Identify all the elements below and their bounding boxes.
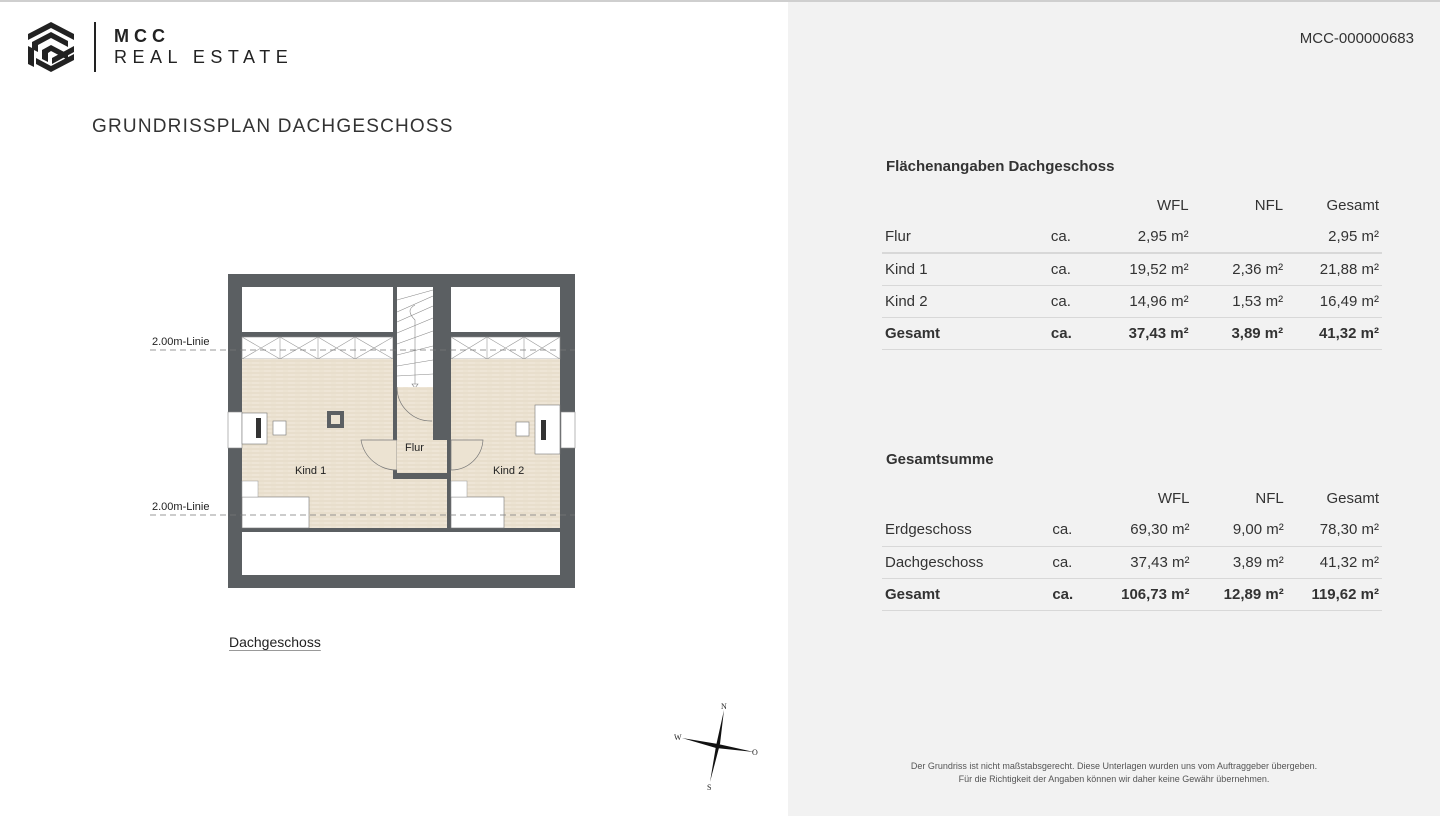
logo-divider <box>94 22 96 72</box>
table-total-row <box>882 578 1382 610</box>
mcc-logo-icon <box>28 22 74 72</box>
brand-logo <box>28 22 293 72</box>
row-name: Dachgeschoss <box>882 546 1049 578</box>
area-info-panel <box>788 2 1440 816</box>
column-header-nfl: NFL <box>1255 489 1284 507</box>
column-header-nfl: NFL <box>1254 196 1284 214</box>
section-title: Gesamtsumme <box>886 451 994 468</box>
disclaimer <box>788 760 1440 786</box>
column-header-wfl: WFL <box>1157 489 1190 507</box>
total-nfl: 12,89 m² <box>1193 578 1287 610</box>
floorplan-caption: Dachgeschoss <box>229 634 321 650</box>
svg-text:W: W <box>674 733 682 742</box>
column-header-gesamt: Gesamt <box>1326 489 1379 507</box>
row-name: Kind 1 <box>882 253 1048 285</box>
total-nfl: 3,89 m² <box>1192 317 1287 349</box>
row-nfl <box>1192 221 1287 253</box>
section-title: Flächenangaben Dachgeschoss <box>886 158 1115 175</box>
room-label-kind-1: Kind 1 <box>295 465 327 477</box>
table-header-row <box>882 189 1382 221</box>
table-row <box>882 285 1382 317</box>
row-approx: ca. <box>1049 546 1088 578</box>
column-header-wfl: WFL <box>1156 196 1189 214</box>
areas-dachgeschoss-table <box>882 189 1382 350</box>
total-approx: ca. <box>1048 317 1087 349</box>
column-header-gesamt: Gesamt <box>1326 196 1379 214</box>
svg-text:N: N <box>721 702 727 711</box>
row-approx: ca. <box>1049 514 1088 546</box>
total-name: Gesamt <box>882 317 1048 349</box>
row-nfl: 9,00 m² <box>1193 514 1287 546</box>
total-name: Gesamt <box>882 578 1049 610</box>
row-approx: ca. <box>1048 221 1087 253</box>
table-row <box>882 514 1382 546</box>
height-line-label-bottom: 2.00m-Linie <box>152 501 210 513</box>
row-wfl: 69,30 m² <box>1088 514 1192 546</box>
brand-name <box>114 26 293 68</box>
page-title: GRUNDRISSPLAN DACHGESCHOSS <box>92 116 454 137</box>
brand-line-2: REAL ESTATE <box>114 47 294 67</box>
floorplan-drawing <box>140 262 590 602</box>
row-nfl: 3,89 m² <box>1193 546 1287 578</box>
row-gesamt: 21,88 m² <box>1286 253 1382 285</box>
row-wfl: 2,95 m² <box>1087 221 1191 253</box>
total-wfl: 106,73 m² <box>1088 578 1192 610</box>
table-row <box>882 546 1382 578</box>
row-name: Kind 2 <box>882 285 1048 317</box>
areas-dachgeschoss-section <box>882 158 1382 350</box>
areas-gesamtsumme-table <box>882 482 1382 611</box>
row-gesamt: 78,30 m² <box>1287 514 1382 546</box>
row-nfl: 1,53 m² <box>1192 285 1287 317</box>
height-line-label-top: 2.00m-Linie <box>152 336 210 348</box>
row-gesamt: 41,32 m² <box>1287 546 1382 578</box>
total-wfl: 37,43 m² <box>1087 317 1191 349</box>
total-gesamt: 119,62 m² <box>1287 578 1382 610</box>
svg-text:O: O <box>752 748 758 757</box>
total-approx: ca. <box>1049 578 1088 610</box>
compass-rose-icon <box>672 700 762 792</box>
disclaimer-line-1: Der Grundriss ist nicht maßstabsgerecht. Diese Unterlagen wurden uns vom Auftraggeber übergeben. <box>910 761 1318 771</box>
svg-text:S: S <box>707 783 712 792</box>
room-label-flur: Flur <box>405 442 424 454</box>
row-name: Erdgeschoss <box>882 514 1049 546</box>
room-flur <box>397 387 433 440</box>
table-row <box>882 221 1382 253</box>
brand-line-1: MCC <box>114 26 170 46</box>
row-approx: ca. <box>1048 253 1087 285</box>
row-approx: ca. <box>1048 285 1087 317</box>
row-name: Flur <box>882 221 1048 253</box>
room-label-kind-2: Kind 2 <box>493 465 525 477</box>
row-nfl: 2,36 m² <box>1192 253 1287 285</box>
row-wfl: 37,43 m² <box>1088 546 1192 578</box>
table-total-row <box>882 317 1382 349</box>
document-id: MCC-000000683 <box>1299 30 1414 47</box>
row-wfl: 19,52 m² <box>1087 253 1191 285</box>
areas-gesamtsumme-section <box>882 451 1382 611</box>
table-header-row <box>882 482 1382 514</box>
total-gesamt: 41,32 m² <box>1286 317 1382 349</box>
row-wfl: 14,96 m² <box>1087 285 1191 317</box>
disclaimer-line-2: Für die Richtigkeit der Angaben können wir daher keine Gewähr übernehmen. <box>958 774 1270 784</box>
table-row <box>882 253 1382 285</box>
row-gesamt: 16,49 m² <box>1286 285 1382 317</box>
row-gesamt: 2,95 m² <box>1286 221 1382 253</box>
